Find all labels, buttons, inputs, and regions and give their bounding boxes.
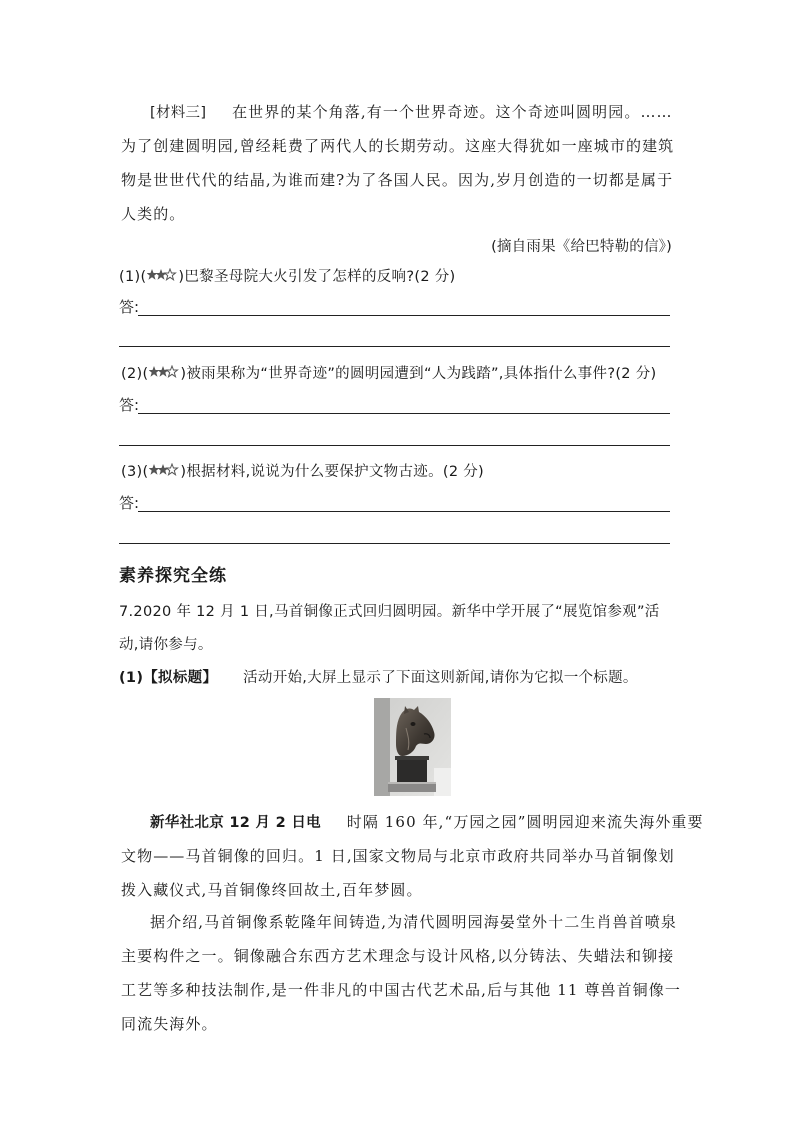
news-line-4: 据介绍,马首铜像系乾隆年间铸造,为清代圆明园海晏堂外十二生肖兽首喷泉: [150, 913, 677, 931]
answer-rule: [138, 413, 670, 414]
news-line-5: 主要构件之一。铜像融合东西方艺术理念与设计风格,以分铸法、失蜡法和铆接: [121, 947, 675, 965]
sub-question-label: (1)【拟标题】: [119, 670, 218, 686]
answer-label: 答:: [119, 494, 140, 512]
answer-blank-line[interactable]: [119, 346, 670, 347]
material-3-line-4: 人类的。: [121, 205, 186, 223]
news-line-2: 文物——马首铜像的回归。1 日,国家文物局与北京市政府共同举办马首铜像划: [121, 847, 675, 865]
answer-label: 答:: [119, 396, 140, 414]
answer-rule: [138, 511, 670, 512]
answer-field-1[interactable]: [119, 297, 670, 317]
sub-question-text: 活动开始,大屏上显示了下面这则新闻,请你为它拟一个标题。: [243, 670, 638, 686]
answer-rule: [138, 315, 670, 316]
question-7-line-2: 动,请你参与。: [119, 637, 213, 653]
material-3-line-3: 物是世世代代的结晶,为谁而建?为了各国人民。因为,岁月创造的一切都是属于: [121, 171, 674, 189]
news-line-7: 同流失海外。: [121, 1015, 218, 1033]
question-7-line-1: 7.2020 年 12 月 1 日,马首铜像正式回归圆明园。新华中学开展了“展览馆参观”活: [119, 604, 660, 620]
horse-head-photo: [374, 698, 451, 796]
news-line-1: [150, 812, 704, 833]
news-line-3: 拨入藏仪式,马首铜像终回故土,百年梦圆。: [121, 881, 423, 899]
stars-icon: [149, 365, 179, 379]
stars-icon: [149, 463, 179, 477]
question-2-number: (2)(: [121, 366, 149, 382]
section-heading: 素养探究全练: [119, 566, 227, 586]
question-3-number: (3)(: [121, 464, 149, 480]
stars-icon: [147, 268, 177, 282]
question-1-text: )巴黎圣母院大火引发了怎样的反响?(2 分): [178, 269, 456, 285]
news-text-1: 时隔 160 年,“万园之园”圆明园迎来流失海外重要: [346, 813, 704, 831]
question-2-text: )被雨果称为“世界奇迹”的圆明园遭到“人为践踏”,具体指什么事件?(2 分): [180, 366, 657, 382]
material-3-source: (摘自雨果《给巴特勒的信》): [491, 239, 672, 255]
material-3-line-2: 为了创建圆明园,曾经耗费了两代人的长期劳动。这座大得犹如一座城市的建筑: [121, 137, 675, 155]
answer-blank-line[interactable]: [119, 543, 670, 544]
material-3-text-1: 在世界的某个角落,有一个世界奇迹。这个奇迹叫圆明园。……: [232, 103, 673, 121]
answer-label: 答:: [119, 298, 140, 316]
question-1: [119, 267, 456, 287]
horse-head-image: [374, 698, 451, 796]
question-1-number: (1)(: [119, 269, 147, 285]
question-2: [121, 364, 656, 384]
answer-field-2[interactable]: [119, 395, 670, 415]
news-dateline: 新华社北京 12 月 2 日电: [150, 815, 321, 831]
answer-field-3[interactable]: [119, 493, 670, 513]
question-3-text: )根据材料,说说为什么要保护文物古迹。(2 分): [180, 464, 485, 480]
material-3-label: [材料三]: [150, 105, 207, 121]
question-3: [121, 462, 484, 482]
answer-blank-line[interactable]: [119, 445, 670, 446]
news-line-6: 工艺等多种技法制作,是一件非凡的中国古代艺术品,后与其他 11 尊兽首铜像一: [121, 981, 681, 999]
material-3-line-1: [150, 102, 673, 123]
question-7-sub-1: [119, 668, 638, 688]
